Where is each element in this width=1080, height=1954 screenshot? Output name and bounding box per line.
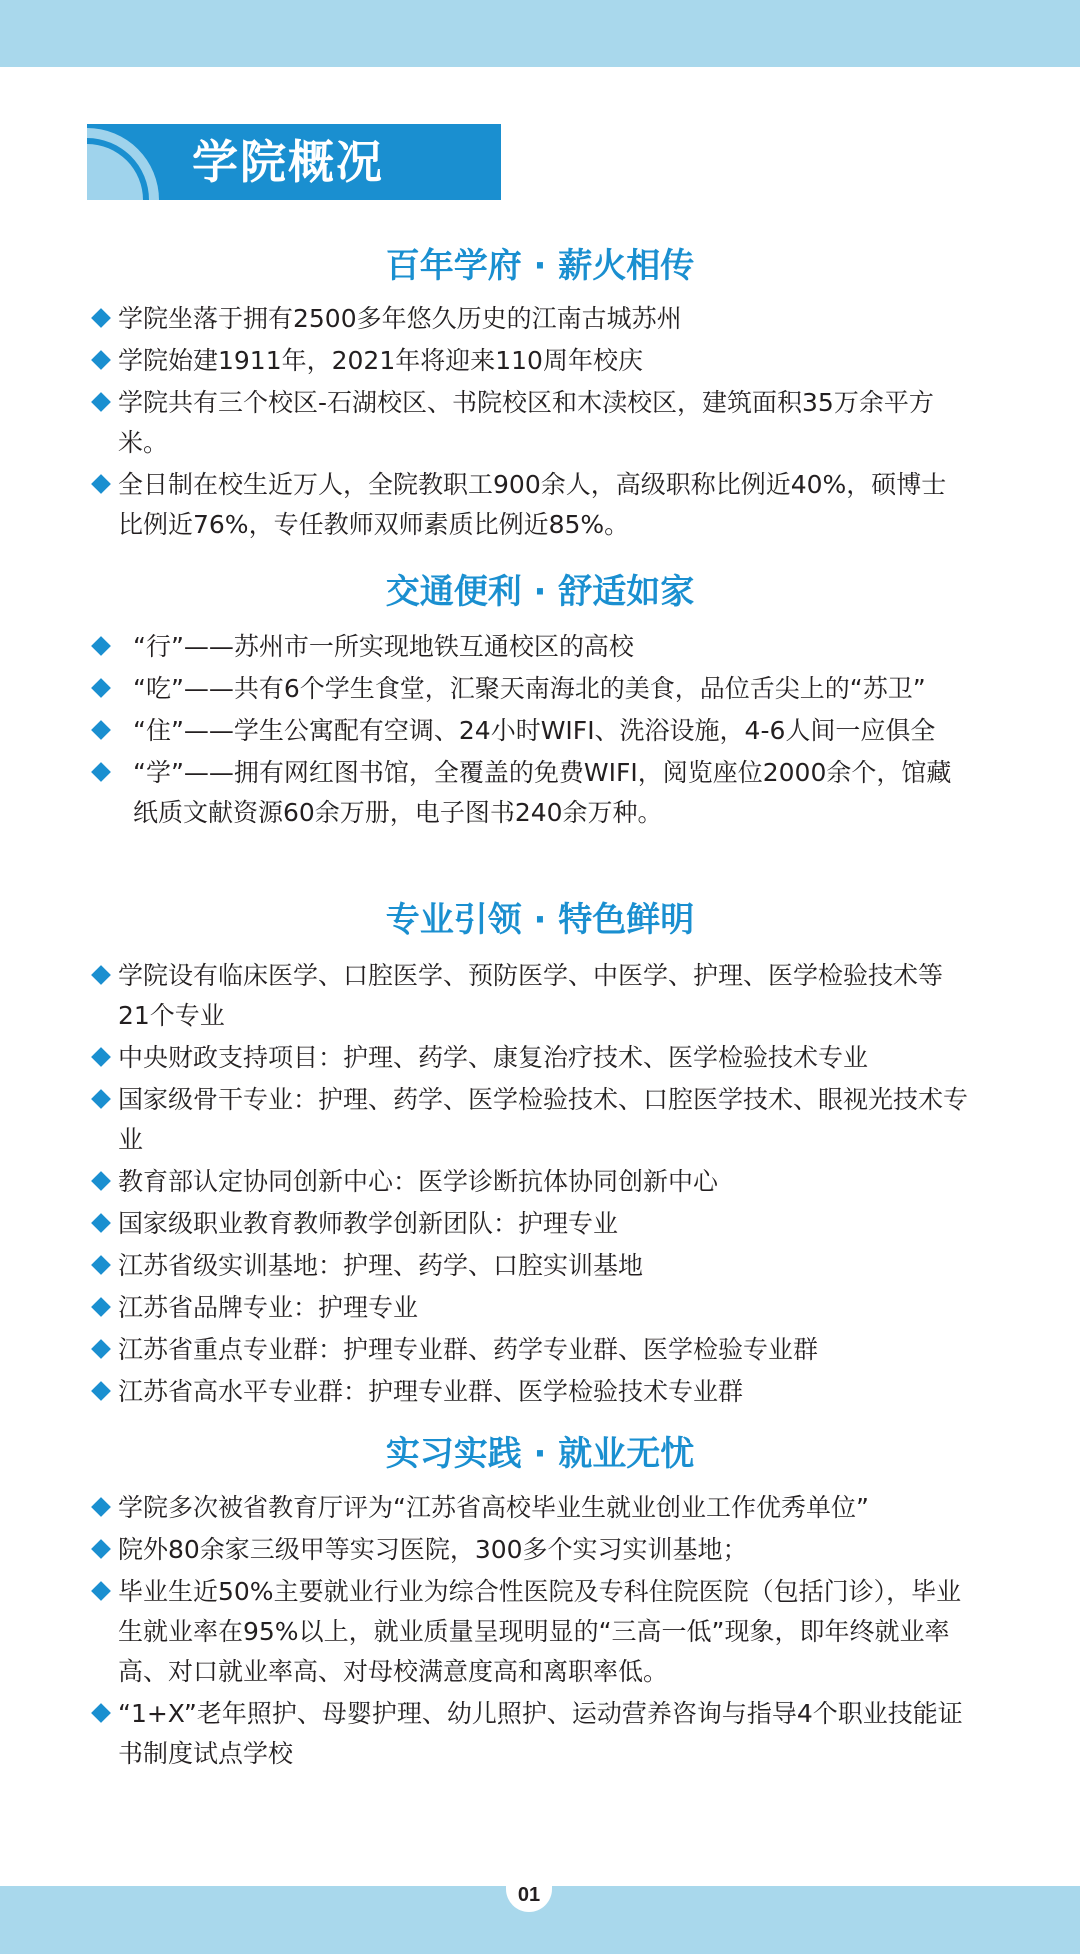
list-item: 院外80余家三级甲等实习医院，300多个实习实训基地； — [90, 1530, 970, 1570]
list-item: 学院始建1911年，2021年将迎来110周年校庆 — [90, 341, 970, 381]
list-item: 江苏省重点专业群：护理专业群、药学专业群、医学检验专业群 — [90, 1330, 970, 1370]
diamond-bullet-icon — [91, 1381, 111, 1401]
list-item: 江苏省级实训基地：护理、药学、口腔实训基地 — [90, 1246, 970, 1286]
section-heading-internship: 实习实践 · 就业无忧 — [385, 1434, 695, 1474]
list-item: 学院多次被省教育厅评为“江苏省高校毕业生就业创业工作优秀单位” — [90, 1488, 970, 1528]
title-banner-arc-decoration — [87, 124, 163, 200]
diamond-bullet-icon — [91, 1297, 111, 1317]
list-item: 学院共有三个校区-石湖校区、书院校区和木渎校区，建筑面积35万余平方米。 — [90, 383, 970, 463]
list-item: 中央财政支持项目：护理、药学、康复治疗技术、医学检验技术专业 — [90, 1038, 970, 1078]
diamond-bullet-icon — [91, 1047, 111, 1067]
diamond-bullet-icon — [91, 1255, 111, 1275]
diamond-bullet-icon — [91, 678, 111, 698]
section-heading-majors: 专业引领 · 特色鲜明 — [385, 900, 695, 940]
diamond-bullet-icon — [91, 720, 111, 740]
section-heading-campus-life: 交通便利 · 舒适如家 — [385, 572, 695, 612]
list-item: 教育部认定协同创新中心：医学诊断抗体协同创新中心 — [90, 1162, 970, 1202]
diamond-bullet-icon — [91, 1171, 111, 1191]
section-list-majors — [90, 956, 970, 1414]
list-item: “行”——苏州市一所实现地铁互通校区的高校 — [90, 627, 970, 667]
diamond-bullet-icon — [91, 1213, 111, 1233]
section-heading-history: 百年学府 · 薪火相传 — [385, 246, 695, 286]
section-list-history — [90, 299, 970, 547]
diamond-bullet-icon — [91, 1539, 111, 1559]
list-item: 全日制在校生近万人，全院教职工900余人，高级职称比例近40%，硕博士比例近76%，专任教师双师素质比例近85%。 — [90, 465, 970, 545]
list-item: 国家级职业教育教师教学创新团队：护理专业 — [90, 1204, 970, 1244]
list-item: 江苏省高水平专业群：护理专业群、医学检验技术专业群 — [90, 1372, 970, 1412]
diamond-bullet-icon — [91, 392, 111, 412]
section-list-internship — [90, 1488, 970, 1776]
diamond-bullet-icon — [91, 1703, 111, 1723]
page-title: 学院概况 — [192, 135, 384, 189]
diamond-bullet-icon — [91, 1581, 111, 1601]
list-item: “吃”——共有6个学生食堂，汇聚天南海北的美食，品位舌尖上的“苏卫” — [90, 669, 970, 709]
diamond-bullet-icon — [91, 1089, 111, 1109]
list-item: 国家级骨干专业：护理、药学、医学检验技术、口腔医学技术、眼视光技术专业 — [90, 1080, 970, 1160]
page-number: 01 — [506, 1874, 552, 1912]
list-item: “学”——拥有网红图书馆，全覆盖的免费WIFI，阅览座位2000余个，馆藏纸质文献资源60余万册，电子图书240余万种。 — [90, 753, 970, 833]
top-band — [0, 0, 1080, 67]
diamond-bullet-icon — [91, 308, 111, 328]
diamond-bullet-icon — [91, 1497, 111, 1517]
diamond-bullet-icon — [91, 762, 111, 782]
list-item: 毕业生近50%主要就业行业为综合性医院及专科住院医院（包括门诊），毕业生就业率在95%以上，就业质量呈现明显的“三高一低”现象，即年终就业率高、对口就业率高、对母校满意度高和离职率低。 — [90, 1572, 970, 1692]
list-item: “住”——学生公寓配有空调、24小时WIFI、洗浴设施，4-6人间一应俱全 — [90, 711, 970, 751]
list-item: 学院设有临床医学、口腔医学、预防医学、中医学、护理、医学检验技术等21个专业 — [90, 956, 970, 1036]
diamond-bullet-icon — [91, 474, 111, 494]
diamond-bullet-icon — [91, 965, 111, 985]
diamond-bullet-icon — [91, 350, 111, 370]
diamond-bullet-icon — [91, 1339, 111, 1359]
list-item: 江苏省品牌专业：护理专业 — [90, 1288, 970, 1328]
list-item: “1+X”老年照护、母婴护理、幼儿照护、运动营养咨询与指导4个职业技能证书制度试点学校 — [90, 1694, 970, 1774]
diamond-bullet-icon — [91, 636, 111, 656]
section-list-campus-life — [90, 627, 970, 835]
list-item: 学院坐落于拥有2500多年悠久历史的江南古城苏州 — [90, 299, 970, 339]
title-banner — [87, 124, 501, 200]
